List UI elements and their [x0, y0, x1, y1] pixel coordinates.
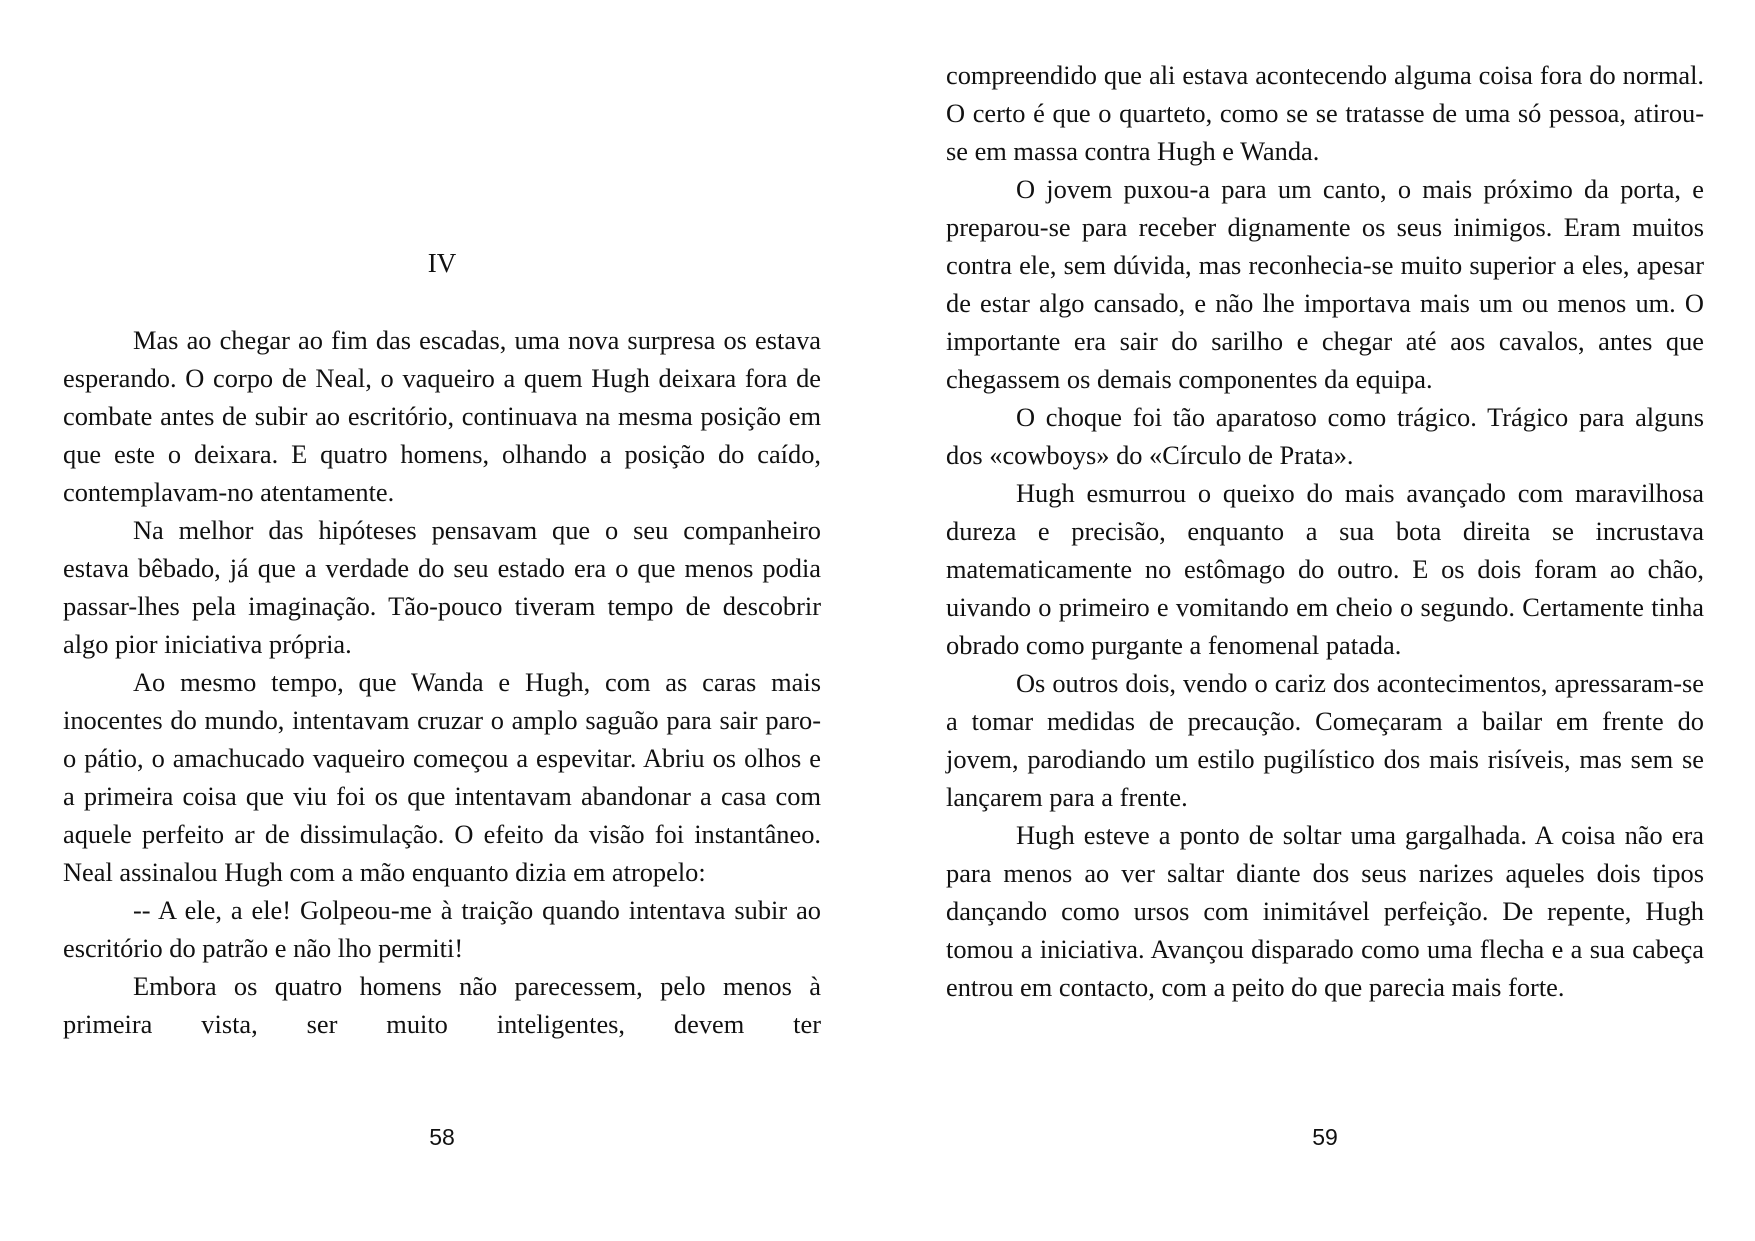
paragraph: Hugh esteve a ponto de soltar uma gargalhada. A coisa não era para menos ao ver saltar diante dos seus narizes aqueles dois tipos dançando como ursos com inimitável perfeição. De repente, Hugh tomou a iniciativa. Avançou disparado como uma flecha e a sua cabeça entrou em contacto, com a peito do que parecia mais forte.	[946, 820, 1704, 1002]
paragraph: O choque foi tão aparatoso como trágico. Trágico para alguns dos «cowboys» do «Círculo de Prata».	[946, 402, 1704, 470]
paragraph: -- A ele, a ele! Golpeou-me à traição quando intentava subir ao escritório do patrão e não lho permiti!	[63, 895, 821, 963]
paragraph: Ao mesmo tempo, que Wanda e Hugh, com as caras mais inocentes do mundo, intentavam cruzar o amplo saguão para sair paro-o pátio, o amachucado vaqueiro começou a espevitar. Abriu os olhos e a primeira coisa que viu foi os que intentavam abandonar a casa com aquele perfeito ar de dissimulação. O efeito da visão foi instantâneo. Neal assinalou Hugh com a mão enquanto dizia em atropelo:	[63, 667, 821, 887]
page-number: 58	[429, 1124, 455, 1150]
paragraph: Na melhor das hipóteses pensavam que o seu companheiro estava bêbado, já que a verdade do seu estado era o que menos podia passar-lhes pela imaginação. Tão-pouco tiveram tempo de descobrir algo pior iniciativa própria.	[63, 515, 821, 659]
paragraph: Embora os quatro homens não parecessem, pelo menos à primeira vista, ser muito inteligentes, devem ter	[63, 971, 821, 1039]
paragraph: O jovem puxou-a para um canto, o mais próximo da porta, e preparou-se para receber dignamente os seus inimigos. Eram muitos contra ele, sem dúvida, mas reconhecia-se muito superior a eles, apesar de estar algo cansado, e não lhe importava mais um ou menos um. O importante era sair do sarilho e chegar até aos cavalos, antes que chegassem os demais componentes da equipa.	[946, 174, 1704, 394]
paragraph: Os outros dois, vendo o cariz dos acontecimentos, apressaram-se a tomar medidas de precaução. Começaram a bailar em frente do jovem, parodiando um estilo pugilístico dos mais risíveis, mas sem se lançarem para a frente.	[946, 668, 1704, 812]
paragraph: Mas ao chegar ao fim das escadas, uma nova surpresa os estava esperando. O corpo de Neal, o vaqueiro a quem Hugh deixara fora de combate antes de subir ao escritório, continuava na mesma posição em que este o deixara. E quatro homens, olhando a posição do caído, contemplavam-no atentamente.	[63, 325, 821, 507]
page-number: 59	[1312, 1124, 1338, 1150]
paragraph: Hugh esmurrou o queixo do mais avançado com maravilhosa dureza e precisão, enquanto a sua bota direita se incrustava matematicamente no estômago do outro. E os dois foram ao chão, uivando o primeiro e vomitando em cheio o segundo. Certamente tinha obrado como purgante a fenomenal patada.	[946, 478, 1704, 660]
left-page-text	[63, 321, 821, 1043]
chapter-heading: IV	[427, 248, 457, 278]
paragraph: compreendido que ali estava acontecendo alguma coisa fora do normal. O certo é que o quarteto, como se se tratasse de uma só pessoa, atirou-se em massa contra Hugh e Wanda.	[946, 60, 1704, 166]
right-page-text	[946, 56, 1704, 1006]
